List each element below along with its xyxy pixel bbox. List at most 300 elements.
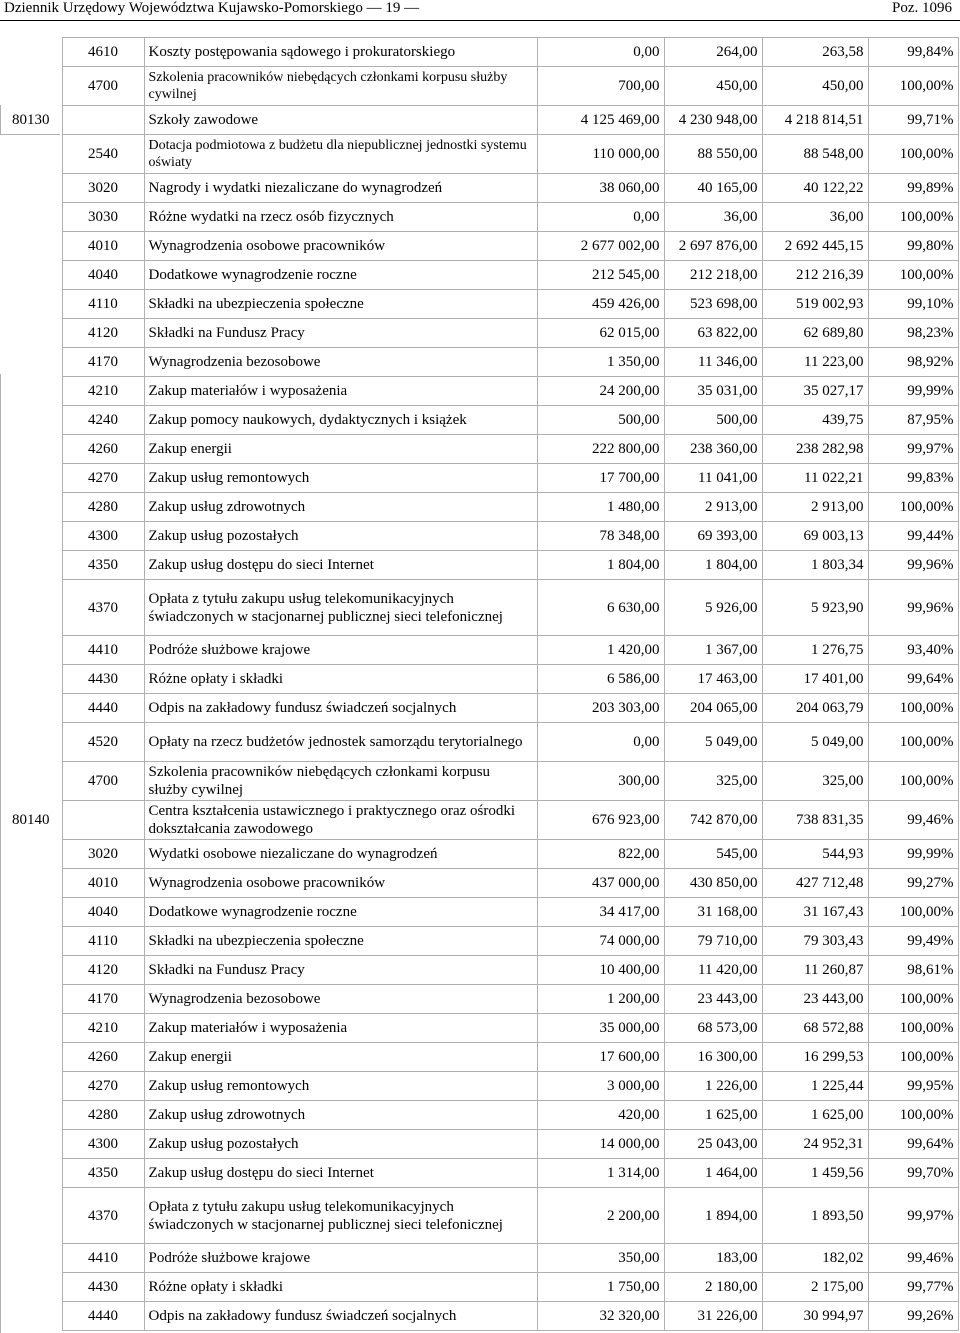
plan-after-changes-cell: 4 230 948,00 xyxy=(664,106,762,135)
name-cell: Opłata z tytułu zakupu usług telekomunikacyjnych świadczonych w stacjonarnej publicznej sieci telefonicznej xyxy=(144,580,537,636)
paragraph-cell: 4110 xyxy=(62,290,144,319)
plan-cell: 6 586,00 xyxy=(537,665,664,694)
section-outline xyxy=(0,839,1,1333)
plan-after-changes-cell: 16 300,00 xyxy=(664,1043,762,1072)
name-cell: Odpis na zakładowy fundusz świadczeń socjalnych xyxy=(144,694,537,723)
execution-cell: 182,02 xyxy=(762,1244,868,1273)
execution-cell: 1 803,34 xyxy=(762,551,868,580)
percent-cell: 100,00% xyxy=(868,1014,958,1043)
percent-cell: 100,00% xyxy=(868,985,958,1014)
chapter-cell xyxy=(0,232,62,261)
plan-after-changes-cell: 11 041,00 xyxy=(664,464,762,493)
plan-after-changes-cell: 2 913,00 xyxy=(664,493,762,522)
table-row xyxy=(0,869,958,898)
execution-cell: 31 167,43 xyxy=(762,898,868,927)
name-cell: Zakup materiałów i wyposażenia xyxy=(144,377,537,406)
execution-cell: 1 276,75 xyxy=(762,636,868,665)
section-outline xyxy=(0,374,1,839)
paragraph-cell: 4440 xyxy=(62,1302,144,1331)
plan-after-changes-cell: 742 870,00 xyxy=(664,801,762,840)
table-row xyxy=(0,319,958,348)
percent-cell: 100,00% xyxy=(868,493,958,522)
plan-after-changes-cell: 212 218,00 xyxy=(664,261,762,290)
paragraph-cell: 4300 xyxy=(62,1130,144,1159)
paragraph-cell: 4300 xyxy=(62,522,144,551)
paragraph-cell: 4110 xyxy=(62,927,144,956)
plan-cell: 6 630,00 xyxy=(537,580,664,636)
table-row xyxy=(0,580,958,636)
table-row xyxy=(0,377,958,406)
execution-cell: 24 952,31 xyxy=(762,1130,868,1159)
plan-after-changes-cell: 238 360,00 xyxy=(664,435,762,464)
plan-cell: 0,00 xyxy=(537,723,664,762)
chapter-cell xyxy=(0,1244,62,1273)
name-cell: Różne opłaty i składki xyxy=(144,665,537,694)
plan-after-changes-cell: 325,00 xyxy=(664,762,762,801)
plan-cell: 17 600,00 xyxy=(537,1043,664,1072)
paragraph-cell: 4040 xyxy=(62,261,144,290)
percent-cell: 99,97% xyxy=(868,1188,958,1244)
percent-cell: 99,89% xyxy=(868,174,958,203)
execution-cell: 23 443,00 xyxy=(762,985,868,1014)
table-row xyxy=(0,232,958,261)
execution-cell: 40 122,22 xyxy=(762,174,868,203)
table-row xyxy=(0,762,958,801)
percent-cell: 100,00% xyxy=(868,1043,958,1072)
plan-after-changes-cell: 88 550,00 xyxy=(664,135,762,174)
plan-after-changes-cell: 5 926,00 xyxy=(664,580,762,636)
plan-cell: 350,00 xyxy=(537,1244,664,1273)
table-row xyxy=(0,1244,958,1273)
execution-cell: 1 625,00 xyxy=(762,1101,868,1130)
plan-after-changes-cell: 1 804,00 xyxy=(664,551,762,580)
plan-after-changes-cell: 68 573,00 xyxy=(664,1014,762,1043)
name-cell: Zakup materiałów i wyposażenia xyxy=(144,1014,537,1043)
plan-after-changes-cell: 63 822,00 xyxy=(664,319,762,348)
percent-cell: 99,44% xyxy=(868,522,958,551)
page-header xyxy=(0,0,960,22)
plan-cell: 822,00 xyxy=(537,840,664,869)
paragraph-cell: 4280 xyxy=(62,1101,144,1130)
plan-after-changes-cell: 2 180,00 xyxy=(664,1273,762,1302)
paragraph-cell: 4210 xyxy=(62,377,144,406)
paragraph-cell: 4010 xyxy=(62,232,144,261)
paragraph-cell: 3020 xyxy=(62,174,144,203)
plan-cell: 62 015,00 xyxy=(537,319,664,348)
section-outline xyxy=(0,134,60,135)
chapter-cell xyxy=(0,762,62,801)
plan-cell: 1 750,00 xyxy=(537,1273,664,1302)
table-row xyxy=(0,493,958,522)
chapter-cell xyxy=(0,985,62,1014)
plan-cell: 700,00 xyxy=(537,67,664,106)
journal-title: Dziennik Urzędowy Województwa Kujawsko-Pomorskiego — 19 — xyxy=(4,0,420,16)
chapter-cell xyxy=(0,174,62,203)
execution-cell: 427 712,48 xyxy=(762,869,868,898)
chapter-cell xyxy=(0,580,62,636)
table-row xyxy=(0,665,958,694)
percent-cell: 99,83% xyxy=(868,464,958,493)
percent-cell: 99,77% xyxy=(868,1273,958,1302)
chapter-cell xyxy=(0,493,62,522)
execution-cell: 5 923,90 xyxy=(762,580,868,636)
chapter-cell: 80130 xyxy=(12,112,50,128)
percent-cell: 93,40% xyxy=(868,636,958,665)
plan-cell: 1 804,00 xyxy=(537,551,664,580)
plan-cell: 1 350,00 xyxy=(537,348,664,377)
execution-cell: 11 223,00 xyxy=(762,348,868,377)
table-row xyxy=(0,801,958,840)
plan-after-changes-cell: 25 043,00 xyxy=(664,1130,762,1159)
plan-after-changes-cell: 31 226,00 xyxy=(664,1302,762,1331)
chapter-cell xyxy=(0,290,62,319)
plan-after-changes-cell: 264,00 xyxy=(664,38,762,67)
execution-cell: 30 994,97 xyxy=(762,1302,868,1331)
plan-cell: 32 320,00 xyxy=(537,1302,664,1331)
table-row xyxy=(0,1159,958,1188)
plan-cell: 34 417,00 xyxy=(537,898,664,927)
name-cell: Dotacja podmiotowa z budżetu dla niepublicznej jednostki systemu oświaty xyxy=(144,135,537,174)
plan-after-changes-cell: 430 850,00 xyxy=(664,869,762,898)
percent-cell: 98,61% xyxy=(868,956,958,985)
chapter-cell xyxy=(0,869,62,898)
plan-after-changes-cell: 35 031,00 xyxy=(664,377,762,406)
name-cell: Wynagrodzenia osobowe pracowników xyxy=(144,869,537,898)
table-row xyxy=(0,203,958,232)
plan-after-changes-cell: 31 168,00 xyxy=(664,898,762,927)
plan-after-changes-cell: 450,00 xyxy=(664,67,762,106)
table-row xyxy=(0,898,958,927)
chapter-cell xyxy=(0,203,62,232)
percent-cell: 99,46% xyxy=(868,801,958,840)
plan-cell: 0,00 xyxy=(537,38,664,67)
plan-after-changes-cell: 36,00 xyxy=(664,203,762,232)
table-row xyxy=(0,636,958,665)
name-cell: Zakup pomocy naukowych, dydaktycznych i książek xyxy=(144,406,537,435)
execution-cell: 62 689,80 xyxy=(762,319,868,348)
paragraph-cell: 4370 xyxy=(62,1188,144,1244)
chapter-cell xyxy=(0,1072,62,1101)
name-cell: Różne wydatki na rzecz osób fizycznych xyxy=(144,203,537,232)
plan-after-changes-cell: 1 367,00 xyxy=(664,636,762,665)
plan-after-changes-cell: 545,00 xyxy=(664,840,762,869)
name-cell: Wynagrodzenia bezosobowe xyxy=(144,348,537,377)
percent-cell: 99,27% xyxy=(868,869,958,898)
paragraph-cell: 4700 xyxy=(62,762,144,801)
name-cell: Koszty postępowania sądowego i prokuratorskiego xyxy=(144,38,537,67)
chapter-cell xyxy=(0,898,62,927)
paragraph-cell: 4010 xyxy=(62,869,144,898)
name-cell: Różne opłaty i składki xyxy=(144,1273,537,1302)
name-cell: Centra kształcenia ustawicznego i praktycznego oraz ośrodki dokształcania zawodowego xyxy=(144,801,537,840)
paragraph-cell xyxy=(62,801,144,840)
paragraph-cell: 4120 xyxy=(62,956,144,985)
name-cell: Składki na ubezpieczenia społeczne xyxy=(144,927,537,956)
percent-cell: 100,00% xyxy=(868,898,958,927)
percent-cell: 99,49% xyxy=(868,927,958,956)
plan-cell: 4 125 469,00 xyxy=(537,106,664,135)
paragraph-cell: 4700 xyxy=(62,67,144,106)
plan-after-changes-cell: 1 226,00 xyxy=(664,1072,762,1101)
plan-cell: 78 348,00 xyxy=(537,522,664,551)
chapter-cell xyxy=(0,1273,62,1302)
execution-cell: 11 260,87 xyxy=(762,956,868,985)
paragraph-cell: 4410 xyxy=(62,1244,144,1273)
plan-after-changes-cell: 11 346,00 xyxy=(664,348,762,377)
chapter-cell xyxy=(0,67,62,106)
plan-cell: 17 700,00 xyxy=(537,464,664,493)
plan-cell: 459 426,00 xyxy=(537,290,664,319)
paragraph-cell: 4610 xyxy=(62,38,144,67)
chapter-cell: 80140 xyxy=(12,812,50,828)
plan-after-changes-cell: 204 065,00 xyxy=(664,694,762,723)
name-cell: Dodatkowe wynagrodzenie roczne xyxy=(144,898,537,927)
paragraph-cell: 4270 xyxy=(62,464,144,493)
paragraph-cell: 4170 xyxy=(62,348,144,377)
name-cell: Podróże służbowe krajowe xyxy=(144,636,537,665)
plan-after-changes-cell: 2 697 876,00 xyxy=(664,232,762,261)
plan-cell: 24 200,00 xyxy=(537,377,664,406)
execution-cell: 68 572,88 xyxy=(762,1014,868,1043)
table-row xyxy=(0,261,958,290)
execution-cell: 1 459,56 xyxy=(762,1159,868,1188)
name-cell: Szkolenia pracowników niebędących członkami korpusu służby cywilnej xyxy=(144,762,537,801)
name-cell: Szkoły zawodowe xyxy=(144,106,537,135)
name-cell: Zakup usług dostępu do sieci Internet xyxy=(144,1159,537,1188)
percent-cell: 99,95% xyxy=(868,1072,958,1101)
chapter-cell xyxy=(0,522,62,551)
table-row xyxy=(0,1130,958,1159)
paragraph-cell: 3020 xyxy=(62,840,144,869)
percent-cell: 99,64% xyxy=(868,1130,958,1159)
chapter-cell xyxy=(0,723,62,762)
paragraph-cell: 4270 xyxy=(62,1072,144,1101)
chapter-cell xyxy=(0,551,62,580)
plan-cell: 500,00 xyxy=(537,406,664,435)
plan-after-changes-cell: 79 710,00 xyxy=(664,927,762,956)
name-cell: Odpis na zakładowy fundusz świadczeń socjalnych xyxy=(144,1302,537,1331)
chapter-cell xyxy=(0,435,62,464)
chapter-cell xyxy=(0,1101,62,1130)
plan-cell: 676 923,00 xyxy=(537,801,664,840)
plan-after-changes-cell: 523 698,00 xyxy=(664,290,762,319)
plan-cell: 222 800,00 xyxy=(537,435,664,464)
plan-after-changes-cell: 17 463,00 xyxy=(664,665,762,694)
percent-cell: 99,80% xyxy=(868,232,958,261)
paragraph-cell: 4430 xyxy=(62,1273,144,1302)
section-outline xyxy=(0,105,1,134)
name-cell: Opłata z tytułu zakupu usług telekomunikacyjnych świadczonych w stacjonarnej publicznej sieci telefonicznej xyxy=(144,1188,537,1244)
percent-cell: 99,70% xyxy=(868,1159,958,1188)
name-cell: Składki na Fundusz Pracy xyxy=(144,956,537,985)
execution-cell: 16 299,53 xyxy=(762,1043,868,1072)
name-cell: Zakup energii xyxy=(144,1043,537,1072)
execution-cell: 544,93 xyxy=(762,840,868,869)
name-cell: Zakup usług pozostałych xyxy=(144,522,537,551)
execution-cell: 11 022,21 xyxy=(762,464,868,493)
table-row xyxy=(0,174,958,203)
name-cell: Zakup usług zdrowotnych xyxy=(144,1101,537,1130)
execution-cell: 1 225,44 xyxy=(762,1072,868,1101)
table-row xyxy=(0,106,958,135)
percent-cell: 99,10% xyxy=(868,290,958,319)
name-cell: Wynagrodzenia osobowe pracowników xyxy=(144,232,537,261)
chapter-cell xyxy=(0,38,62,67)
plan-cell: 2 200,00 xyxy=(537,1188,664,1244)
execution-cell: 2 175,00 xyxy=(762,1273,868,1302)
execution-cell: 36,00 xyxy=(762,203,868,232)
plan-cell: 437 000,00 xyxy=(537,869,664,898)
chapter-cell xyxy=(0,956,62,985)
chapter-cell xyxy=(0,261,62,290)
paragraph-cell: 4260 xyxy=(62,435,144,464)
table-row xyxy=(0,840,958,869)
execution-cell: 2 692 445,15 xyxy=(762,232,868,261)
chapter-cell xyxy=(0,927,62,956)
table-row xyxy=(0,985,958,1014)
plan-cell: 10 400,00 xyxy=(537,956,664,985)
table-row xyxy=(0,522,958,551)
percent-cell: 98,23% xyxy=(868,319,958,348)
chapter-cell xyxy=(0,1159,62,1188)
plan-after-changes-cell: 11 420,00 xyxy=(664,956,762,985)
execution-cell: 88 548,00 xyxy=(762,135,868,174)
budget-table xyxy=(0,37,959,1331)
plan-cell: 0,00 xyxy=(537,203,664,232)
percent-cell: 99,99% xyxy=(868,840,958,869)
plan-cell: 203 303,00 xyxy=(537,694,664,723)
plan-after-changes-cell: 1 894,00 xyxy=(664,1188,762,1244)
execution-cell: 325,00 xyxy=(762,762,868,801)
name-cell: Składki na Fundusz Pracy xyxy=(144,319,537,348)
name-cell: Dodatkowe wynagrodzenie roczne xyxy=(144,261,537,290)
percent-cell: 100,00% xyxy=(868,694,958,723)
table-row xyxy=(0,38,958,67)
percent-cell: 98,92% xyxy=(868,348,958,377)
plan-after-changes-cell: 40 165,00 xyxy=(664,174,762,203)
paragraph-cell: 4120 xyxy=(62,319,144,348)
header-rule xyxy=(0,20,960,21)
table-row xyxy=(0,1302,958,1331)
plan-cell: 300,00 xyxy=(537,762,664,801)
plan-after-changes-cell: 1 625,00 xyxy=(664,1101,762,1130)
percent-cell: 99,96% xyxy=(868,551,958,580)
chapter-cell xyxy=(0,1043,62,1072)
name-cell: Zakup usług pozostałych xyxy=(144,1130,537,1159)
paragraph-cell: 4240 xyxy=(62,406,144,435)
plan-cell: 212 545,00 xyxy=(537,261,664,290)
name-cell: Zakup usług zdrowotnych xyxy=(144,493,537,522)
percent-cell: 99,99% xyxy=(868,377,958,406)
name-cell: Wynagrodzenia bezosobowe xyxy=(144,985,537,1014)
name-cell: Szkolenia pracowników niebędących członkami korpusu służby cywilnej xyxy=(144,67,537,106)
chapter-cell xyxy=(0,1188,62,1244)
table-row xyxy=(0,406,958,435)
name-cell: Opłaty na rzecz budżetów jednostek samorządu terytorialnego xyxy=(144,723,537,762)
percent-cell: 99,71% xyxy=(868,106,958,135)
chapter-cell xyxy=(0,464,62,493)
position-number: Poz. 1096 xyxy=(892,0,952,16)
execution-cell: 2 913,00 xyxy=(762,493,868,522)
plan-cell: 35 000,00 xyxy=(537,1014,664,1043)
chapter-cell xyxy=(0,665,62,694)
percent-cell: 100,00% xyxy=(868,67,958,106)
paragraph-cell: 4280 xyxy=(62,493,144,522)
plan-cell: 2 677 002,00 xyxy=(537,232,664,261)
execution-cell: 204 063,79 xyxy=(762,694,868,723)
paragraph-cell: 4040 xyxy=(62,898,144,927)
percent-cell: 100,00% xyxy=(868,1101,958,1130)
name-cell: Zakup usług remontowych xyxy=(144,1072,537,1101)
chapter-cell xyxy=(0,319,62,348)
paragraph-cell: 4430 xyxy=(62,665,144,694)
table-row xyxy=(0,927,958,956)
plan-cell: 74 000,00 xyxy=(537,927,664,956)
percent-cell: 99,84% xyxy=(868,38,958,67)
paragraph-cell: 4210 xyxy=(62,1014,144,1043)
name-cell: Wydatki osobowe niezaliczane do wynagrodzeń xyxy=(144,840,537,869)
percent-cell: 100,00% xyxy=(868,723,958,762)
plan-cell: 38 060,00 xyxy=(537,174,664,203)
execution-cell: 5 049,00 xyxy=(762,723,868,762)
table-row xyxy=(0,1188,958,1244)
percent-cell: 100,00% xyxy=(868,762,958,801)
percent-cell: 100,00% xyxy=(868,135,958,174)
execution-cell: 439,75 xyxy=(762,406,868,435)
execution-cell: 212 216,39 xyxy=(762,261,868,290)
percent-cell: 99,96% xyxy=(868,580,958,636)
execution-cell: 79 303,43 xyxy=(762,927,868,956)
chapter-cell xyxy=(0,377,62,406)
chapter-cell xyxy=(0,1130,62,1159)
execution-cell: 4 218 814,51 xyxy=(762,106,868,135)
plan-cell: 1 420,00 xyxy=(537,636,664,665)
table-row xyxy=(0,1072,958,1101)
chapter-cell xyxy=(0,406,62,435)
plan-after-changes-cell: 1 464,00 xyxy=(664,1159,762,1188)
execution-cell: 69 003,13 xyxy=(762,522,868,551)
paragraph-cell: 3030 xyxy=(62,203,144,232)
name-cell: Nagrody i wydatki niezaliczane do wynagrodzeń xyxy=(144,174,537,203)
paragraph-cell: 4260 xyxy=(62,1043,144,1072)
chapter-cell xyxy=(0,694,62,723)
table-row xyxy=(0,1273,958,1302)
percent-cell: 99,46% xyxy=(868,1244,958,1273)
plan-after-changes-cell: 500,00 xyxy=(664,406,762,435)
name-cell: Zakup energii xyxy=(144,435,537,464)
table-row xyxy=(0,694,958,723)
table-row xyxy=(0,67,958,106)
plan-cell: 1 200,00 xyxy=(537,985,664,1014)
plan-cell: 110 000,00 xyxy=(537,135,664,174)
plan-after-changes-cell: 183,00 xyxy=(664,1244,762,1273)
table-row xyxy=(0,464,958,493)
paragraph-cell: 4350 xyxy=(62,551,144,580)
plan-cell: 1 480,00 xyxy=(537,493,664,522)
plan-cell: 3 000,00 xyxy=(537,1072,664,1101)
percent-cell: 87,95% xyxy=(868,406,958,435)
execution-cell: 738 831,35 xyxy=(762,801,868,840)
chapter-cell xyxy=(0,840,62,869)
percent-cell: 100,00% xyxy=(868,261,958,290)
paragraph-cell: 4170 xyxy=(62,985,144,1014)
plan-after-changes-cell: 69 393,00 xyxy=(664,522,762,551)
paragraph-cell xyxy=(62,106,144,135)
plan-cell: 420,00 xyxy=(537,1101,664,1130)
name-cell: Zakup usług remontowych xyxy=(144,464,537,493)
table-row xyxy=(0,956,958,985)
table-row xyxy=(0,1101,958,1130)
